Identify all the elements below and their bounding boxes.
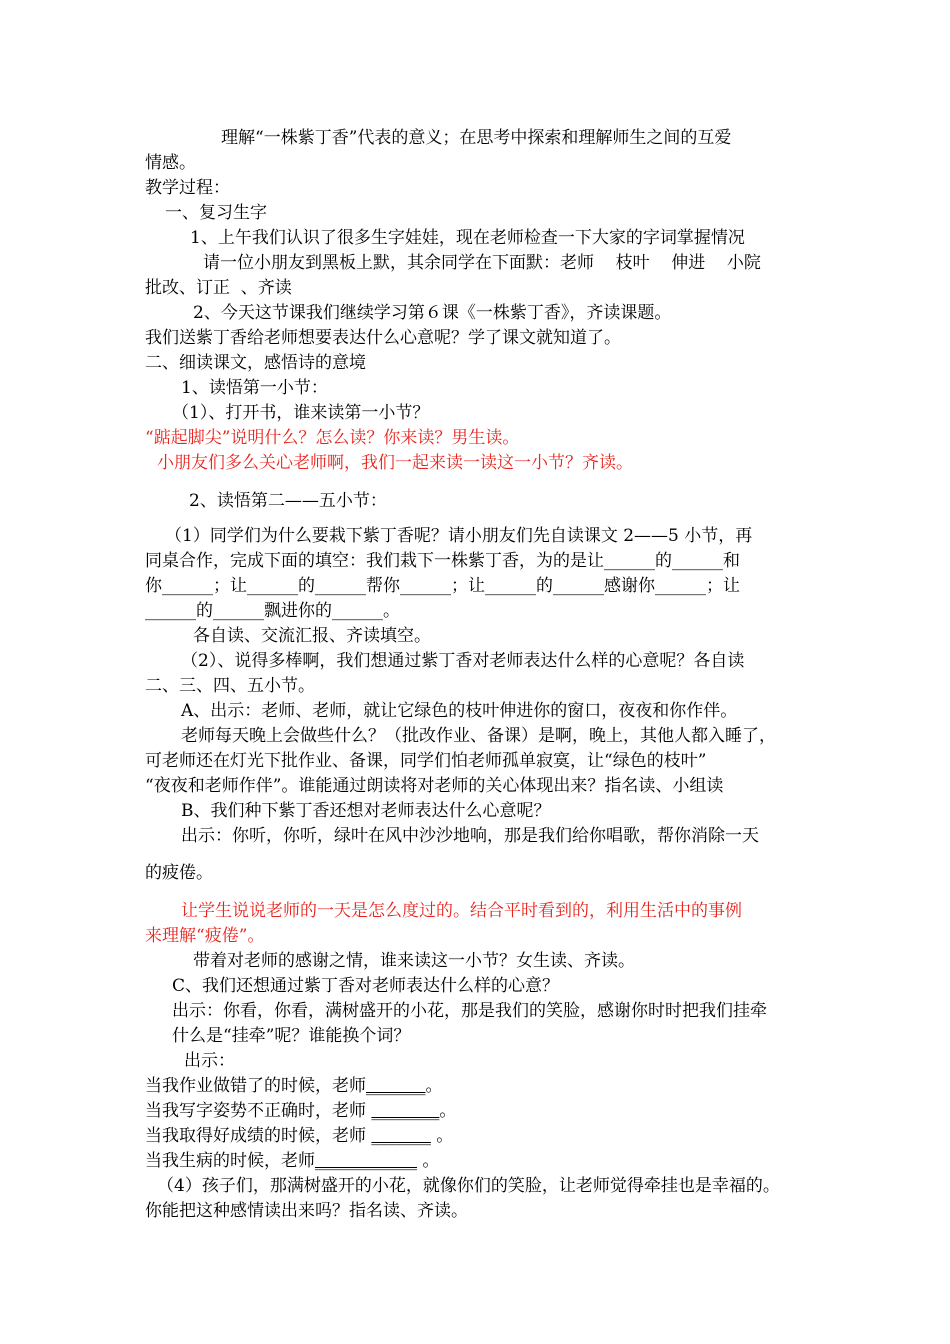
text-line: 请一位小朋友到黑板上默，其余同学在下面默：老师 枝叶 伸进 小院	[203, 253, 761, 273]
text-line: 批改、订正 、齐读	[145, 278, 292, 298]
fill-sentence	[145, 1075, 443, 1097]
fill-sentence-end: 。	[417, 1151, 440, 1171]
fill-blank: _______	[371, 1126, 431, 1146]
text-line: （1）、打开书，谁来读第一小节？	[172, 403, 430, 423]
emphasis-line: 来理解“疲倦”。	[145, 926, 265, 946]
text-line: 出示：你看，你看，满树盛开的小花，那是我们的笑脸，感谢你时时把我们挂牵	[172, 1001, 767, 1021]
fill-blank-line: 你______；让______的______帮你______；让______的______感谢你______；让	[145, 576, 740, 596]
text-line: 你能把这种感情读出来吗？指名读、齐读。	[145, 1201, 468, 1221]
text-line: “夜夜和老师作伴”。谁能通过朗读将对老师的关心体现出来？指名读、小组读	[145, 776, 724, 796]
emphasis-line: 小朋友们多么关心老师啊，我们一起来读一读这一小节？齐读。	[157, 453, 633, 473]
text-line: 可老师还在灯光下批作业、备课，同学们怕老师孤单寂寞，让“绿色的枝叶”	[145, 751, 707, 771]
text-line: （1）同学们为什么要栽下紫丁香呢？请小朋友们先自读课文 2——5 小节，再	[165, 526, 753, 546]
text-line: 二、三、四、五小节。	[145, 676, 315, 696]
fill-blank: ____________	[315, 1151, 417, 1171]
fill-sentence-text: 当我生病的时候，老师	[145, 1151, 315, 1171]
text-line: 我们送紫丁香给老师想要表达什么心意呢？学了课文就知道了。	[145, 328, 621, 348]
fill-sentence	[145, 1125, 453, 1147]
text-line: 各自读、交流汇报、齐读填空。	[193, 626, 431, 646]
fill-sentence-end: 。	[430, 1126, 454, 1146]
text-line: 带着对老师的感谢之情，谁来读这一小节？女生读、齐读。	[193, 951, 635, 971]
subheading-stanza-2-5: 2、读悟第二——五小节：	[189, 491, 387, 511]
text-line: A、出示：老师、老师，就让它绿色的枝叶伸进你的窗口，夜夜和你作伴。	[181, 701, 738, 721]
subheading-stanza-1: 1、读悟第一小节：	[181, 378, 328, 398]
text-line: 2、今天这节课我们继续学习第６课《一株紫丁香》，齐读课题。	[193, 303, 672, 323]
fill-sentence	[145, 1150, 439, 1172]
text-line: 1、上午我们认识了很多生字娃娃，现在老师检查一下大家的字词掌握情况	[190, 228, 745, 248]
section-heading-process: 教学过程：	[145, 178, 230, 198]
objective-line-2: 情感。	[145, 153, 196, 173]
text-line: 出示：你听，你听，绿叶在风中沙沙地响，那是我们给你唱歌，帮你消除一天	[181, 826, 759, 846]
emphasis-line: 让学生说说老师的一天是怎么度过的。结合平时看到的，利用生活中的事例	[181, 901, 742, 921]
text-line: 什么是“挂牵”呢？谁能换个词？	[172, 1026, 411, 1046]
heading-close-reading: 二、细读课文，感悟诗的意境	[145, 353, 366, 373]
text-line: 老师每天晚上会做些什么？（批改作业、备课）是啊，晚上，其他人都入睡了，	[181, 726, 776, 746]
fill-sentence-text: 当我作业做错了的时候，老师	[145, 1076, 366, 1096]
fill-sentence-end: 。	[439, 1101, 457, 1121]
text-line: （2）、说得多棒啊，我们想通过紫丁香对老师表达什么样的心意呢？各自读	[181, 651, 745, 671]
fill-sentence	[145, 1100, 456, 1122]
fill-blank-line: ______的______飘进你的______。	[145, 601, 400, 621]
text-line: C、我们还想通过紫丁香对老师表达什么样的心意？	[172, 976, 560, 996]
fill-blank-line: 同桌合作，完成下面的填空：我们栽下一株紫丁香，为的是让______的______和	[145, 551, 740, 571]
text-line: B、我们种下紫丁香还想对老师表达什么心意呢？	[181, 801, 551, 821]
text-line: 出示：	[184, 1051, 235, 1071]
fill-blank: _______	[366, 1076, 426, 1096]
text-line: （4）孩子们，那满树盛开的小花，就像你们的笑脸，让老师觉得牵挂也是幸福的。	[157, 1176, 780, 1196]
objective-line-1: 理解“一株紫丁香”代表的意义；在思考中探索和理解师生之间的互爱	[221, 128, 732, 148]
fill-blank: ________	[371, 1101, 440, 1121]
fill-sentence-end: 。	[425, 1076, 443, 1096]
emphasis-line: “踮起脚尖”说明什么？怎么读？你来读？男生读。	[145, 428, 520, 448]
fill-sentence-text: 当我写字姿势不正确时，老师	[145, 1101, 372, 1121]
fill-sentence-text: 当我取得好成绩的时候，老师	[145, 1126, 372, 1146]
heading-review: 一、复习生字	[165, 203, 267, 223]
text-line: 的疲倦。	[145, 863, 213, 883]
